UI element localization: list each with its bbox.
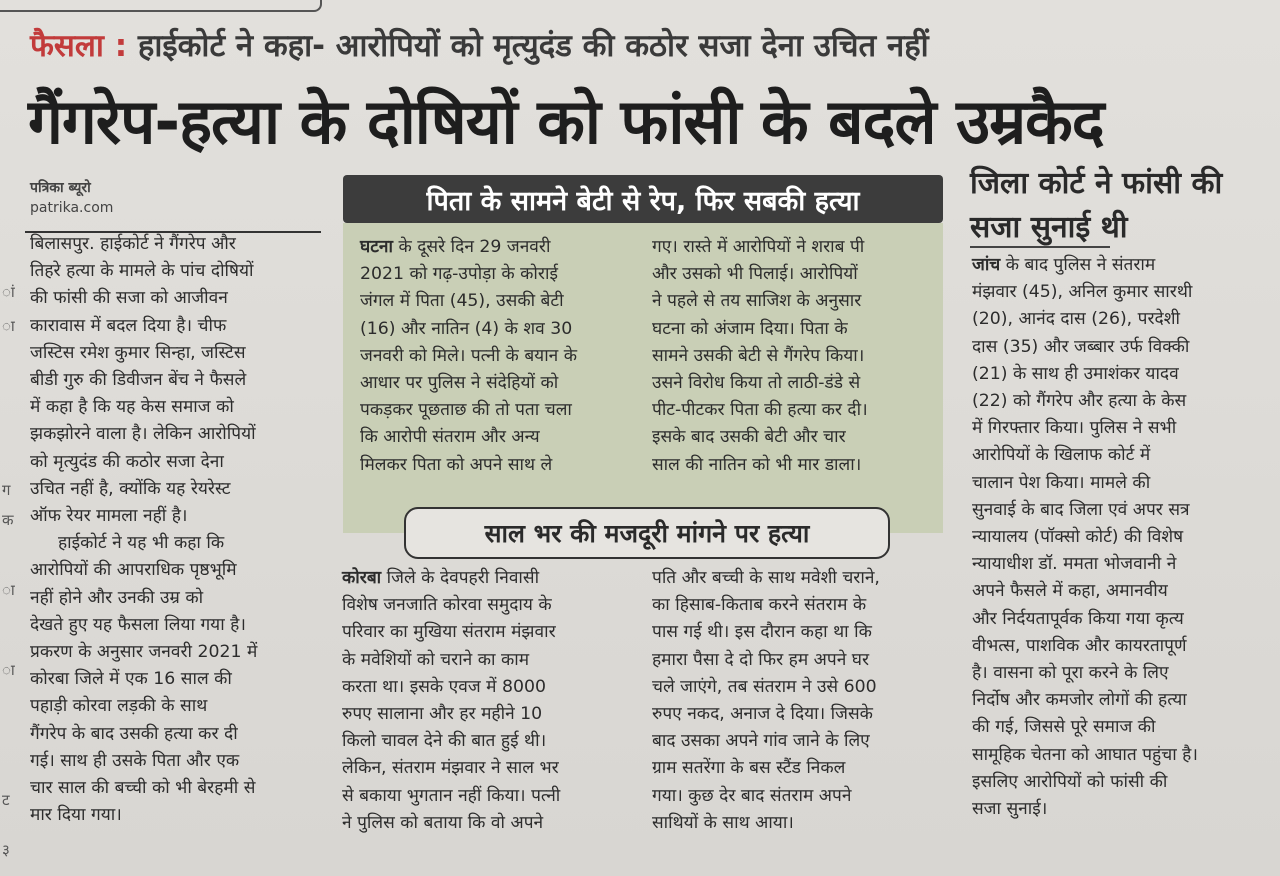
text-line: आरोपियों के खिलाफ कोर्ट में bbox=[972, 445, 1151, 466]
text-line: ऑफ रेयर मामला नहीं है। bbox=[30, 506, 188, 527]
kicker-text: हाईकोर्ट ने कहा- आरोपियों को मृत्युदंड की कठोर सजा देना उचित नहीं bbox=[137, 28, 929, 64]
text-line: के मवेशियों को चराने का काम bbox=[342, 649, 530, 670]
text-line: पास गई थी। इस दौरान कहा था कि bbox=[652, 622, 872, 643]
text-line: इसके बाद उसकी बेटी और चार bbox=[652, 427, 846, 448]
text-line: पति और बच्ची के साथ मवेशी चराने, bbox=[652, 568, 880, 588]
text-line: और उसको भी पिलाई। आरोपियों bbox=[652, 264, 858, 285]
sub-lead: कोरबा bbox=[342, 568, 382, 588]
text-line: उचित नहीं है, क्योंकि यह रेयरेस्ट bbox=[30, 478, 231, 499]
text-line: दास (35) और जब्बार उर्फ विक्की bbox=[972, 336, 1190, 357]
text-line: (16) और नातिन (4) के शव 30 bbox=[360, 318, 573, 339]
text-line: विशेष जनजाति कोरवा समुदाय के bbox=[342, 595, 552, 616]
text-line: मार दिया गया। bbox=[30, 805, 122, 826]
text-line: को मृत्युदंड की कठोर सजा देना bbox=[30, 451, 224, 472]
text-line: के बाद पुलिस ने संतराम bbox=[1000, 255, 1156, 275]
text-line: का हिसाब-किताब करने संतराम के bbox=[652, 595, 867, 616]
text-line: और निर्दयतापूर्वक किया गया कृत्य bbox=[972, 608, 1184, 629]
text-line: चले जाएंगे, तब संतराम ने उसे 600 bbox=[652, 676, 877, 697]
side-column bbox=[972, 252, 1272, 823]
edge-fragment: ग bbox=[2, 481, 11, 499]
text-line: सामने उसकी बेटी से गैंगरेप किया। bbox=[652, 345, 865, 366]
text-line: लेकिन, संतराम मंझवार ने साल भर bbox=[342, 758, 559, 779]
side-heading-block bbox=[970, 162, 1270, 250]
text-line: के दूसरे दिन 29 जनवरी bbox=[393, 237, 551, 257]
text-line: हमारा पैसा दे दो फिर हम अपने घर bbox=[652, 649, 870, 670]
text-line: (20), आनंद दास (26), परदेशी bbox=[972, 309, 1180, 330]
text-line: सजा सुनाई। bbox=[972, 799, 1048, 820]
text-line: आधार पर पुलिस ने संदेहियों को bbox=[360, 373, 559, 394]
text-line: तिहरे हत्या के मामले के पांच दोषियों bbox=[30, 261, 254, 282]
text-line: रुपए नकद, अनाज दे दिया। जिसके bbox=[652, 704, 873, 725]
text-line: देखते हुए यह फैसला लिया गया है। bbox=[30, 614, 246, 635]
text-line: (21) के साथ ही उमाशंकर यादव bbox=[972, 363, 1179, 384]
text-line: सुनवाई के बाद जिला एवं अपर सत्र bbox=[972, 499, 1190, 520]
box-right-column bbox=[652, 234, 932, 479]
text-line: की गई, जिससे पूरे समाज की bbox=[972, 717, 1156, 738]
side-text bbox=[972, 255, 1198, 819]
text-line: घटना को अंजाम दिया। पिता के bbox=[652, 318, 848, 339]
edge-fragment: क bbox=[2, 511, 14, 529]
side-heading: जिला कोर्ट ने फांसी की सजा सुनाई थी bbox=[970, 166, 1223, 245]
edge-fragment: ा bbox=[2, 581, 15, 599]
text-line: है। वासना को पूरा करने के लिए bbox=[972, 663, 1169, 684]
text-line: की फांसी की सजा को आजीवन bbox=[30, 288, 228, 309]
text-line: झकझोरने वाला है। लेकिन आरोपियों bbox=[30, 424, 256, 445]
text-line: करता था। इसके एवज में 8000 bbox=[342, 676, 546, 697]
text-line: प्रकरण के अनुसार जनवरी 2021 में bbox=[30, 642, 258, 663]
text-line: जनवरी को मिले। पत्नी के बयान के bbox=[360, 345, 578, 366]
text-line: न्यायालय (पॉक्सो कोर्ट) की विशेष bbox=[972, 527, 1184, 548]
text-line: गैंगरेप के बाद उसकी हत्या कर दी bbox=[30, 723, 238, 744]
headline: गैंगरेप-हत्या के दोषियों को फांसी के बदले उम्रकैद bbox=[28, 85, 1104, 158]
text-line: जस्टिस रमेश कुमार सिन्हा, जस्टिस bbox=[30, 342, 246, 363]
text-line: साथियों के साथ आया। bbox=[652, 812, 794, 833]
sub-heading: साल भर की मजदूरी मांगने पर हत्या bbox=[404, 507, 890, 559]
text-line: उसने विरोध किया तो लाठी-डंडे से bbox=[652, 373, 861, 394]
text-line: गए। रास्ते में आरोपियों ने शराब पी bbox=[652, 237, 865, 257]
text-line: गई। साथ ही उसके पिता और एक bbox=[30, 750, 240, 771]
main-story-column bbox=[30, 231, 320, 829]
text-line: पहाड़ी कोरवा लड़की के साथ bbox=[30, 696, 208, 717]
text-line: वीभत्स, पाशविक और कायरतापूर्ण bbox=[972, 635, 1187, 656]
kicker-line bbox=[30, 24, 929, 66]
text-line: निर्दोष और कमजोर लोगों की हत्या bbox=[972, 690, 1187, 711]
text-line: साल की नातिन को भी मार डाला। bbox=[652, 454, 862, 475]
sub-right-column bbox=[652, 565, 952, 837]
edge-fragment: ा bbox=[2, 661, 15, 679]
byline-bureau: पत्रिका ब्यूरो bbox=[30, 180, 91, 196]
edge-fragment: ां bbox=[2, 283, 15, 301]
text-line: ने पहले से तय साजिश के अनुसार bbox=[652, 291, 862, 312]
text-line: कि आरोपी संतराम और अन्य bbox=[360, 427, 540, 448]
text-line: जिले के देवपहरी निवासी bbox=[381, 568, 540, 588]
text-line: जंगल में पिता (45), उसकी बेटी bbox=[360, 291, 564, 312]
text-line: गया। कुछ देर बाद संतराम अपने bbox=[652, 785, 852, 806]
text-line: परिवार का मुखिया संतराम मंझवार bbox=[342, 622, 556, 643]
sub-left-column bbox=[342, 565, 627, 837]
box-lead: घटना bbox=[360, 237, 393, 257]
text-line: (22) को गैंगरेप और हत्या के केस bbox=[972, 391, 1187, 412]
text-line: हाईकोर्ट ने यह भी कहा कि bbox=[58, 533, 225, 554]
text-line: से बकाया भुगतान नहीं किया। पत्नी bbox=[342, 785, 561, 806]
text-line: बाद उसका अपने गांव जाने के लिए bbox=[652, 731, 870, 752]
text-line: बिलासपुर. हाईकोर्ट ने गैंगरेप और bbox=[30, 234, 236, 254]
text-line: किलो चावल देने की बात हुई थी। bbox=[342, 731, 547, 752]
clipping-edge bbox=[0, 0, 322, 12]
text-line: चालान पेश किया। मामले की bbox=[972, 472, 1151, 493]
text-line: न्यायाधीश डॉ. ममता भोजवानी ने bbox=[972, 554, 1177, 575]
text-line: कोरबा जिले में एक 16 साल की bbox=[30, 669, 232, 690]
side-lead: जांच bbox=[972, 255, 1001, 275]
text-line: मंझवार (45), अनिल कुमार सारथी bbox=[972, 282, 1193, 303]
edge-fragment: ३ bbox=[2, 841, 10, 859]
edge-fragment: ा bbox=[2, 317, 15, 335]
text-line: नहीं होने और उनकी उम्र को bbox=[30, 587, 204, 608]
text-line: ने पुलिस को बताया कि वो अपने bbox=[342, 812, 544, 833]
box-left-text bbox=[360, 237, 577, 475]
text-line: आरोपियों की आपराधिक पृष्ठभूमि bbox=[30, 560, 237, 581]
text-line: 2021 को गढ़-उपोड़ा के कोराई bbox=[360, 264, 558, 285]
text-line: बीडी गुरु की डिवीजन बेंच ने फैसले bbox=[30, 370, 247, 391]
text-line: में गिरफ्तार किया। पुलिस ने सभी bbox=[972, 418, 1177, 439]
text-line: पीट-पीटकर पिता की हत्या कर दी। bbox=[652, 400, 868, 421]
text-line: में कहा है कि यह केस समाज को bbox=[30, 397, 234, 418]
text-line: इसलिए आरोपियों को फांसी की bbox=[972, 771, 1168, 792]
byline bbox=[30, 178, 113, 218]
byline-site: patrika.com bbox=[30, 200, 114, 216]
sub-left-text bbox=[342, 568, 560, 833]
text-line: कारावास में बदल दिया है। चीफ bbox=[30, 315, 227, 336]
main-story-text bbox=[30, 231, 320, 829]
box-left-column bbox=[360, 234, 640, 479]
side-heading-underline bbox=[970, 246, 1110, 248]
text-line: पकड़कर पूछताछ की तो पता चला bbox=[360, 400, 572, 421]
box-heading: पिता के सामने बेटी से रेप, फिर सबकी हत्या bbox=[343, 175, 943, 223]
text-line: चार साल की बच्ची को भी बेरहमी से bbox=[30, 778, 256, 799]
text-line: मिलकर पिता को अपने साथ ले bbox=[360, 454, 553, 475]
edge-fragment: ट bbox=[2, 791, 10, 809]
text-line: सामूहिक चेतना को आघात पहुंचा है। bbox=[972, 744, 1198, 765]
kicker-tag: फैसला : bbox=[30, 28, 128, 64]
column-rule bbox=[25, 231, 321, 233]
text-line: ग्राम सतरेंगा के बस स्टैंड निकल bbox=[652, 758, 846, 779]
text-line: रुपए सालाना और हर महीने 10 bbox=[342, 704, 543, 725]
text-line: अपने फैसले में कहा, अमानवीय bbox=[972, 581, 1168, 602]
